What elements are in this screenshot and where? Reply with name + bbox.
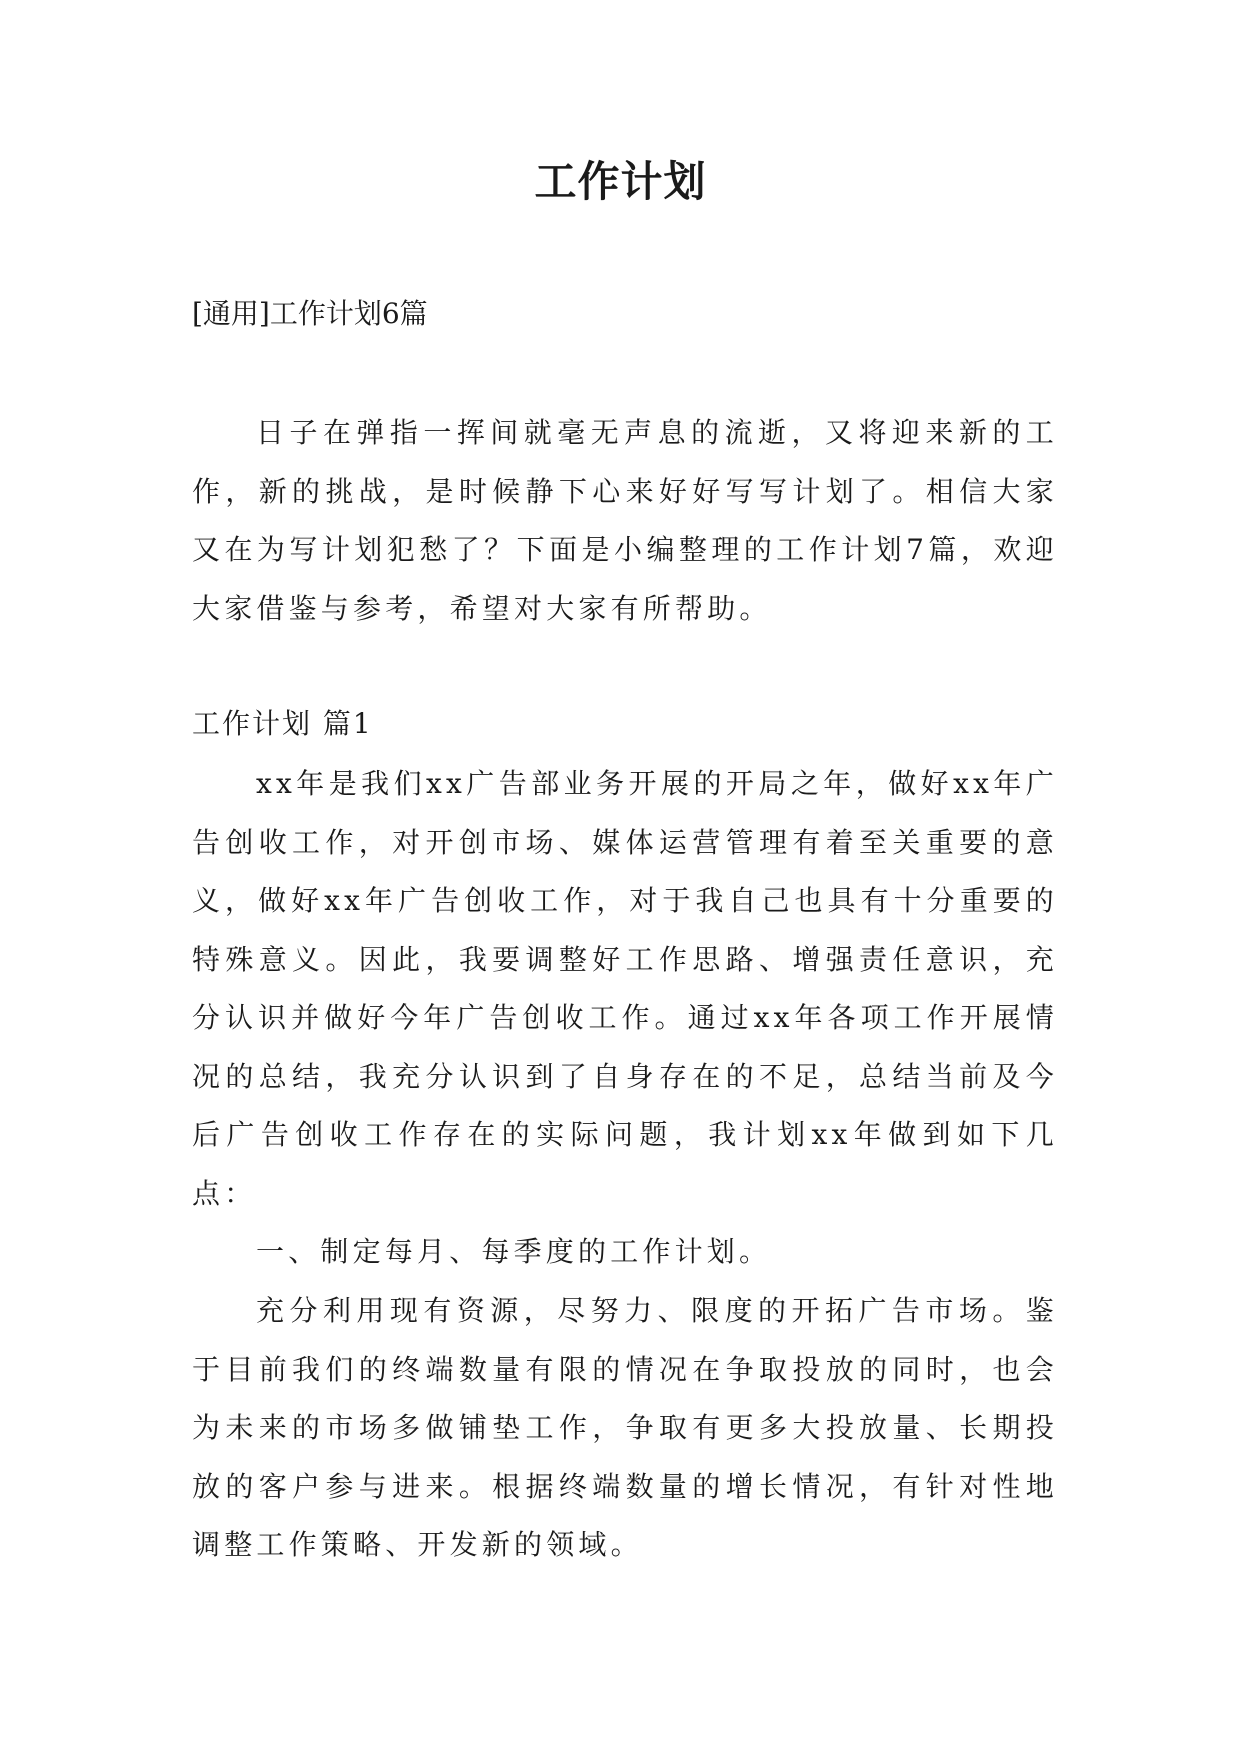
list-heading: 一、制定每月、每季度的工作计划。 bbox=[256, 1235, 772, 1268]
intro-paragraph: 日子在弹指一挥间就毫无声息的流逝，又将迎来新的工作，新的挑战，是时候静下心来好好写写计划了。相信大家又在为写计划犯愁了？下面是小编整理的工作计划7篇，欢迎大家借鉴与参考，希望对大家有所帮助。 bbox=[192, 416, 1058, 625]
document-subtitle: [通用]工作计划6篇 bbox=[192, 297, 428, 330]
body-paragraph: 充分利用现有资源，尽努力、限度的开拓广告市场。鉴于目前我们的终端数量有限的情况在争取投放的同时，也会为未来的市场多做铺垫工作，争取有更多大投放量、长期投放的客户参与进来。根据终端数量的增长情况，有针对性地调整工作策略、开发新的领域。 bbox=[192, 1294, 1058, 1561]
document-title: 工作计划 bbox=[534, 157, 707, 206]
section-title: 工作计划 篇1 bbox=[192, 707, 373, 740]
body-paragraph: xx年是我们xx广告部业务开展的开局之年，做好xx年广告创收工作，对开创市场、媒体运营管理有着至关重要的意义，做好xx年广告创收工作，对于我自己也具有十分重要的特殊意义。因此，我要调整好工作思路、增强责任意识，充分认识并做好今年广告创收工作。通过xx年各项工作开展情况的总结，我充分认识到了自身存在的不足，总结当前及今后广告创收工作存在的实际问题，我计划xx年做到如下几点： bbox=[192, 767, 1058, 1210]
